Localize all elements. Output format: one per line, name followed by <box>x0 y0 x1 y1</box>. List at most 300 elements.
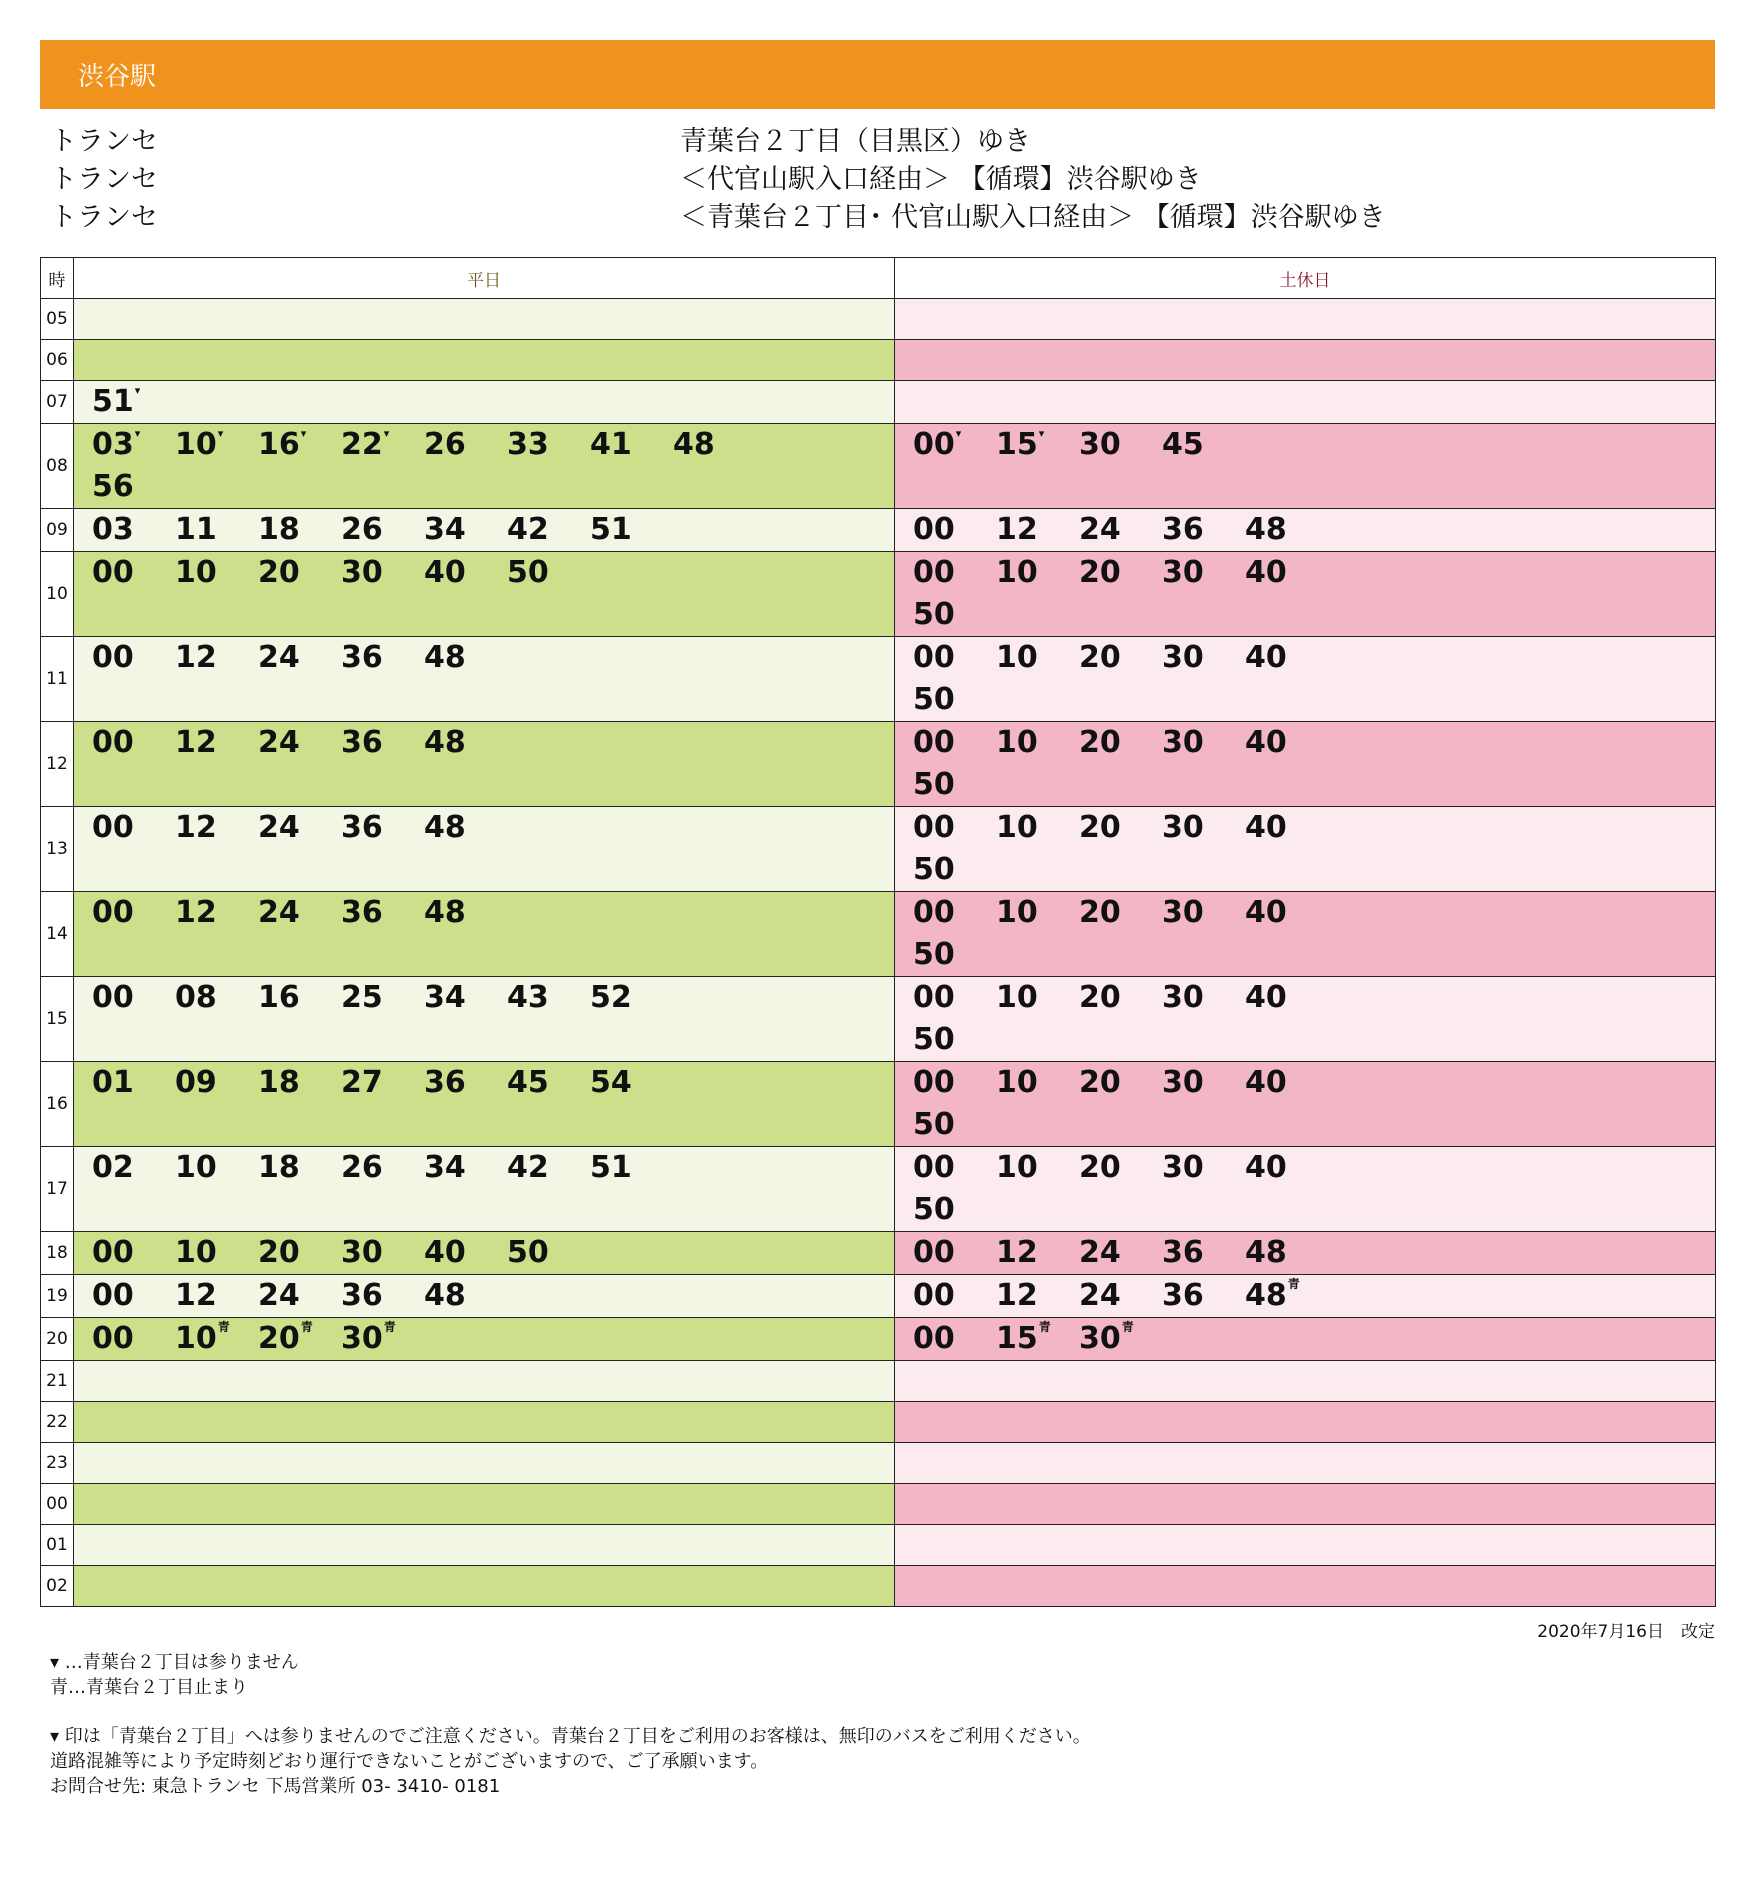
departure-time <box>507 509 590 551</box>
departure-time <box>175 1318 258 1360</box>
departure-time <box>92 1275 175 1317</box>
departure-time <box>258 552 341 594</box>
holiday-times-cell <box>895 1402 1716 1443</box>
skip-marker: ▾ <box>134 384 141 397</box>
departure-minute: 30 <box>1079 427 1121 462</box>
holiday-times-cell <box>895 807 1716 892</box>
note-line: 道路混雑等により予定時刻どおり運行できないことがございますので、ご了承願います。 <box>50 1751 769 1772</box>
departure-time <box>590 1147 673 1189</box>
departure-time <box>913 637 996 679</box>
departure-minute: 33 <box>507 427 549 462</box>
departure-time <box>913 509 996 551</box>
departure-minute: 50 <box>913 597 955 632</box>
departure-minute: 00 <box>913 640 955 675</box>
departure-time <box>1162 977 1245 1019</box>
departure-time <box>1245 552 1328 594</box>
departure-minute: 45 <box>507 1065 549 1100</box>
note-line: ▾ 印は「青葉台２丁目」へは参りませんのでご注意ください。青葉台２丁目をご利用のお客様は、無印のバスをご利用ください。 <box>50 1726 1091 1747</box>
holiday-times-cell <box>895 381 1716 424</box>
timetable-row <box>41 381 1716 424</box>
departure-minute: 00 <box>913 1278 955 1313</box>
departure-time <box>341 1232 424 1274</box>
departure-minute: 00 <box>913 1321 955 1356</box>
skip-marker: ▾ <box>383 427 390 440</box>
departure-time <box>258 1318 341 1360</box>
departure-minute: 51 <box>92 384 134 419</box>
holiday-times-cell <box>895 892 1716 977</box>
departure-time <box>341 807 424 849</box>
departure-time <box>913 594 996 636</box>
departure-time <box>996 1062 1079 1104</box>
holiday-times-cell <box>895 1361 1716 1402</box>
departure-time <box>1162 1062 1245 1104</box>
departure-minute: 20 <box>1079 810 1121 845</box>
hour-cell: 09 <box>41 509 74 552</box>
departure-minute: 40 <box>1245 640 1287 675</box>
weekday-times-cell <box>74 637 895 722</box>
departure-minute: 10 <box>996 640 1038 675</box>
departure-minute: 10 <box>175 555 217 590</box>
timetable-row <box>41 637 1716 722</box>
departure-time <box>258 807 341 849</box>
departure-minute: 50 <box>913 682 955 717</box>
weekday-times-cell <box>74 1147 895 1232</box>
departure-minute: 20 <box>1079 555 1121 590</box>
hour-cell: 14 <box>41 892 74 977</box>
departure-minute: 51 <box>590 1150 632 1185</box>
departure-time <box>175 807 258 849</box>
departure-minute: 27 <box>341 1065 383 1100</box>
departure-time <box>258 637 341 679</box>
departure-minute: 08 <box>175 980 217 1015</box>
holiday-times-cell <box>895 722 1716 807</box>
departure-minute: 36 <box>341 640 383 675</box>
departure-minute: 20 <box>1079 895 1121 930</box>
departure-time <box>996 892 1079 934</box>
hour-cell: 00 <box>41 1484 74 1525</box>
timetable-row <box>41 1062 1716 1147</box>
departure-minute: 30 <box>1162 810 1204 845</box>
departure-minute: 42 <box>507 512 549 547</box>
timetable-row <box>41 424 1716 509</box>
departure-minute: 20 <box>1079 1065 1121 1100</box>
departure-minute: 50 <box>913 937 955 972</box>
departure-minute: 48 <box>1245 512 1287 547</box>
departure-time <box>1162 1147 1245 1189</box>
departure-time <box>1079 1318 1162 1360</box>
departure-minute: 52 <box>590 980 632 1015</box>
weekday-times-cell <box>74 722 895 807</box>
departure-time <box>1162 722 1245 764</box>
departure-minute: 11 <box>175 512 217 547</box>
departure-time <box>424 892 507 934</box>
skip-marker: ▾ <box>1038 427 1045 440</box>
timetable <box>40 257 1716 1607</box>
departure-time <box>92 1318 175 1360</box>
departure-time <box>1245 1062 1328 1104</box>
departure-time <box>1162 892 1245 934</box>
departure-minute: 16 <box>258 980 300 1015</box>
departure-minute: 18 <box>258 512 300 547</box>
holiday-times-cell <box>895 1484 1716 1525</box>
terminate-marker: 青 <box>1287 1277 1300 1291</box>
timetable-row <box>41 1361 1716 1402</box>
departure-time <box>92 1232 175 1274</box>
departure-time <box>996 509 1079 551</box>
departure-minute: 00 <box>913 512 955 547</box>
departure-minute: 00 <box>913 810 955 845</box>
hour-cell: 15 <box>41 977 74 1062</box>
departure-time <box>913 892 996 934</box>
departure-minute: 00 <box>913 1065 955 1100</box>
departure-minute: 20 <box>1079 640 1121 675</box>
weekday-times-cell <box>74 1232 895 1275</box>
holiday-times-cell <box>895 424 1716 509</box>
departure-time <box>341 1147 424 1189</box>
departure-minute: 48 <box>424 725 466 760</box>
holiday-times-cell <box>895 977 1716 1062</box>
departure-time <box>1079 424 1162 466</box>
departure-time <box>1245 892 1328 934</box>
departure-time <box>590 1062 673 1104</box>
timetable-row <box>41 1484 1716 1525</box>
departure-minute: 50 <box>913 767 955 802</box>
departure-minute: 26 <box>424 427 466 462</box>
departure-time <box>913 424 996 466</box>
departure-time <box>1245 1147 1328 1189</box>
departure-time <box>996 1318 1079 1360</box>
departure-minute: 34 <box>424 1150 466 1185</box>
departure-time <box>424 977 507 1019</box>
departure-time <box>92 424 175 466</box>
departure-minute: 00 <box>92 895 134 930</box>
departure-minute: 40 <box>1245 555 1287 590</box>
departure-minute: 48 <box>424 895 466 930</box>
station-header <box>40 40 1715 109</box>
departure-time <box>1079 807 1162 849</box>
departure-time <box>1245 722 1328 764</box>
departure-time <box>175 722 258 764</box>
departure-minute: 02 <box>92 1150 134 1185</box>
departure-time <box>1162 552 1245 594</box>
departure-time <box>92 509 175 551</box>
holiday-times-cell <box>895 340 1716 381</box>
departure-minute: 20 <box>258 555 300 590</box>
departure-minute: 24 <box>258 895 300 930</box>
departure-minute: 30 <box>1162 1150 1204 1185</box>
legend <box>40 1650 1715 1700</box>
departure-time <box>341 722 424 764</box>
departure-time <box>1079 722 1162 764</box>
departure-time <box>92 722 175 764</box>
departure-minute: 40 <box>1245 1150 1287 1185</box>
weekday-times-cell <box>74 807 895 892</box>
departure-time <box>1079 892 1162 934</box>
departure-time <box>175 424 258 466</box>
hour-cell: 02 <box>41 1566 74 1607</box>
hour-cell: 18 <box>41 1232 74 1275</box>
departure-time <box>1079 977 1162 1019</box>
weekday-times-cell <box>74 1361 895 1402</box>
departure-time <box>996 977 1079 1019</box>
hour-cell: 07 <box>41 381 74 424</box>
timetable-page <box>40 40 1715 1799</box>
timetable-row <box>41 1147 1716 1232</box>
departure-time <box>590 977 673 1019</box>
departure-minute: 45 <box>1162 427 1204 462</box>
timetable-row <box>41 299 1716 340</box>
departure-time <box>424 637 507 679</box>
departure-time <box>996 722 1079 764</box>
departure-time <box>996 1275 1079 1317</box>
departure-time <box>175 892 258 934</box>
departure-minute: 01 <box>92 1065 134 1100</box>
weekday-times-cell <box>74 1566 895 1607</box>
departure-time <box>341 892 424 934</box>
weekday-times-cell <box>74 1062 895 1147</box>
departure-time <box>258 977 341 1019</box>
departure-time <box>1162 1232 1245 1274</box>
holiday-times-cell <box>895 637 1716 722</box>
departure-minute: 42 <box>507 1150 549 1185</box>
departure-time <box>258 1275 341 1317</box>
departure-time <box>1245 637 1328 679</box>
departure-minute: 36 <box>341 895 383 930</box>
departure-minute: 00 <box>913 427 955 462</box>
departure-minute: 50 <box>913 1107 955 1142</box>
departure-minute: 10 <box>175 1235 217 1270</box>
departure-minute: 30 <box>1162 895 1204 930</box>
departure-minute: 24 <box>1079 1278 1121 1313</box>
departure-time <box>175 1275 258 1317</box>
timetable-row <box>41 1275 1716 1318</box>
terminate-marker: 青 <box>1121 1320 1134 1334</box>
departure-minute: 00 <box>92 1235 134 1270</box>
departure-time <box>996 807 1079 849</box>
departure-time <box>424 1232 507 1274</box>
departure-time <box>175 977 258 1019</box>
departure-time <box>175 1232 258 1274</box>
timetable-header-row <box>41 258 1716 299</box>
timetable-row <box>41 509 1716 552</box>
departure-time <box>913 552 996 594</box>
hour-cell: 21 <box>41 1361 74 1402</box>
departure-minute: 10 <box>996 1150 1038 1185</box>
departure-time <box>1162 807 1245 849</box>
departure-minute: 22 <box>341 427 383 462</box>
departure-minute: 50 <box>913 852 955 887</box>
weekday-times-cell <box>74 1484 895 1525</box>
departure-minute: 00 <box>92 555 134 590</box>
departure-minute: 36 <box>1162 1278 1204 1313</box>
timetable-row <box>41 1525 1716 1566</box>
revision-date: 2020年7月16日 改定 <box>1537 1622 1715 1642</box>
departure-minute: 54 <box>590 1065 632 1100</box>
departure-minute: 00 <box>92 810 134 845</box>
timetable-row <box>41 552 1716 637</box>
departure-minute: 40 <box>1245 980 1287 1015</box>
departure-time <box>1079 1275 1162 1317</box>
route-operator: トランセ <box>50 125 158 157</box>
departure-minute: 30 <box>341 555 383 590</box>
departure-minute: 16 <box>258 427 300 462</box>
departure-time <box>341 977 424 1019</box>
departure-time <box>913 679 996 721</box>
route-destination: ＜代官山駅入口経由＞ 【循環】渋谷駅ゆき <box>680 163 1202 195</box>
departure-time <box>996 637 1079 679</box>
departure-time <box>913 1062 996 1104</box>
departure-time <box>424 509 507 551</box>
departure-minute: 00 <box>92 725 134 760</box>
departure-time <box>341 552 424 594</box>
departure-minute: 00 <box>913 1150 955 1185</box>
weekday-times-cell <box>74 1443 895 1484</box>
departure-minute: 10 <box>996 810 1038 845</box>
hour-cell: 06 <box>41 340 74 381</box>
departure-time <box>1245 977 1328 1019</box>
route-destination: 青葉台２丁目（目黒区）ゆき <box>680 125 1031 157</box>
departure-time <box>913 1232 996 1274</box>
departure-minute: 26 <box>341 512 383 547</box>
departure-time <box>1162 637 1245 679</box>
departure-time <box>1245 1275 1328 1317</box>
departure-minute: 36 <box>341 810 383 845</box>
route-line <box>40 195 1715 233</box>
departure-minute: 36 <box>1162 512 1204 547</box>
departure-time <box>424 1147 507 1189</box>
departure-minute: 40 <box>1245 895 1287 930</box>
departure-minute: 34 <box>424 512 466 547</box>
departure-time <box>424 807 507 849</box>
departure-minute: 15 <box>996 427 1038 462</box>
hour-cell: 16 <box>41 1062 74 1147</box>
departure-time <box>913 764 996 806</box>
departure-time <box>175 1147 258 1189</box>
departure-time <box>341 1275 424 1317</box>
departure-minute: 30 <box>341 1321 383 1356</box>
departure-minute: 00 <box>913 980 955 1015</box>
timetable-row <box>41 1566 1716 1607</box>
departure-minute: 00 <box>913 555 955 590</box>
departure-time <box>913 849 996 891</box>
weekday-times-cell <box>74 1275 895 1318</box>
departure-minute: 20 <box>258 1321 300 1356</box>
departure-minute: 48 <box>424 640 466 675</box>
departure-time <box>258 424 341 466</box>
timetable-row <box>41 1318 1716 1361</box>
departure-minute: 03 <box>92 427 134 462</box>
departure-minute: 41 <box>590 427 632 462</box>
departure-time <box>92 637 175 679</box>
departure-minute: 36 <box>1162 1235 1204 1270</box>
departure-minute: 12 <box>996 1235 1038 1270</box>
departure-time <box>1079 1062 1162 1104</box>
route-list <box>40 119 1715 233</box>
departure-time <box>996 1232 1079 1274</box>
departure-time <box>258 1147 341 1189</box>
departure-time <box>913 1318 996 1360</box>
departure-minute: 15 <box>996 1321 1038 1356</box>
holiday-times-cell <box>895 1275 1716 1318</box>
departure-time <box>341 637 424 679</box>
departure-minute: 00 <box>913 1235 955 1270</box>
departure-minute: 10 <box>175 1150 217 1185</box>
departure-minute: 40 <box>1245 1065 1287 1100</box>
route-line <box>40 157 1715 195</box>
hour-column-header: 時 <box>41 258 74 299</box>
departure-time <box>341 424 424 466</box>
departure-time <box>590 424 673 466</box>
departure-minute: 36 <box>424 1065 466 1100</box>
departure-time <box>258 892 341 934</box>
departure-minute: 30 <box>1162 555 1204 590</box>
legend-item: ▾ …青葉台２丁目は参りません <box>50 1652 299 1673</box>
departure-minute: 48 <box>673 427 715 462</box>
departure-minute: 30 <box>1162 1065 1204 1100</box>
timetable-row <box>41 807 1716 892</box>
departure-time <box>913 1104 996 1146</box>
departure-time <box>175 637 258 679</box>
route-destination: ＜青葉台２丁目･ 代官山駅入口経由＞ 【循環】渋谷駅ゆき <box>680 201 1386 233</box>
departure-time <box>92 892 175 934</box>
departure-minute: 48 <box>1245 1278 1287 1313</box>
departure-minute: 30 <box>1162 640 1204 675</box>
holiday-times-cell <box>895 1566 1716 1607</box>
skip-marker: ▾ <box>300 427 307 440</box>
hour-cell: 05 <box>41 299 74 340</box>
departure-minute: 12 <box>996 512 1038 547</box>
departure-time <box>341 1318 424 1360</box>
notes <box>40 1724 1715 1799</box>
departure-time <box>996 1147 1079 1189</box>
departure-time <box>507 552 590 594</box>
skip-marker: ▾ <box>134 427 141 440</box>
station-name: 渋谷駅 <box>78 62 157 92</box>
holiday-times-cell <box>895 552 1716 637</box>
departure-time <box>92 1147 175 1189</box>
departure-minute: 48 <box>424 810 466 845</box>
hour-cell: 23 <box>41 1443 74 1484</box>
departure-time <box>1079 637 1162 679</box>
departure-minute: 24 <box>1079 1235 1121 1270</box>
departure-time <box>424 1062 507 1104</box>
departure-time <box>341 509 424 551</box>
departure-time <box>1079 509 1162 551</box>
departure-time <box>258 509 341 551</box>
departure-time <box>92 977 175 1019</box>
hour-cell: 22 <box>41 1402 74 1443</box>
departure-minute: 20 <box>1079 725 1121 760</box>
hour-cell: 01 <box>41 1525 74 1566</box>
weekday-times-cell <box>74 977 895 1062</box>
departure-minute: 00 <box>92 1278 134 1313</box>
departure-minute: 20 <box>1079 980 1121 1015</box>
weekday-times-cell <box>74 340 895 381</box>
hour-cell: 12 <box>41 722 74 807</box>
departure-time <box>175 509 258 551</box>
departure-time <box>424 722 507 764</box>
hour-cell: 19 <box>41 1275 74 1318</box>
departure-time <box>1245 807 1328 849</box>
timetable-row <box>41 892 1716 977</box>
departure-time <box>258 1232 341 1274</box>
departure-minute: 40 <box>424 555 466 590</box>
timetable-row <box>41 722 1716 807</box>
departure-minute: 10 <box>996 1065 1038 1100</box>
holiday-column-header: 土休日 <box>895 258 1716 299</box>
departure-minute: 48 <box>424 1278 466 1313</box>
departure-time <box>507 424 590 466</box>
